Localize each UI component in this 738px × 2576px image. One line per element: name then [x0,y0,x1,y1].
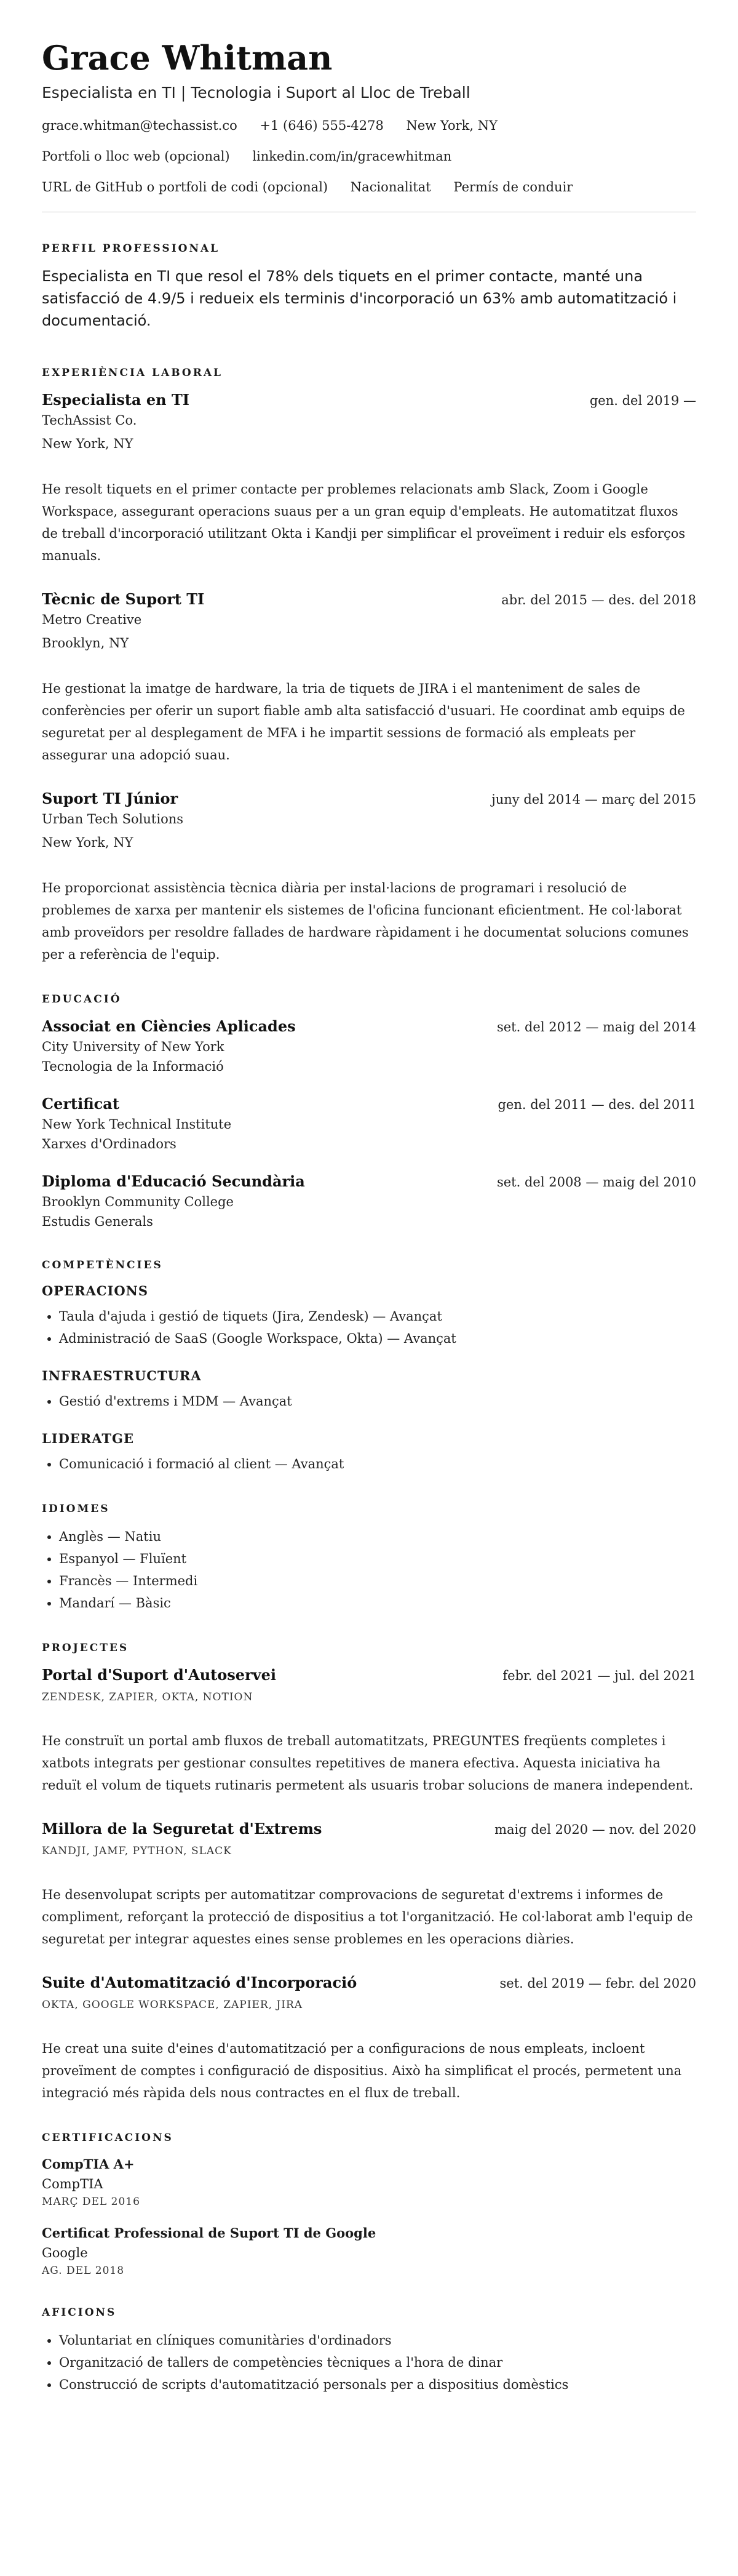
skill-item: • Taula d'ajuda i gestió de tiquets (Jira, Zendesk) — Avançat [59,1305,696,1327]
contact-github[interactable]: URL de GitHub o portfoli de codi (opcional) [42,180,328,194]
contact-location: New York, NY [406,118,498,133]
job-title: Especialista en TI [42,391,190,409]
project-entry-header [42,1818,696,1839]
project-dates: febr. del 2021 — jul. del 2021 [502,1668,696,1683]
certification-entry [42,2223,696,2279]
language-item: • Espanyol — Fluïent [59,1548,696,1570]
education-entry [42,1171,696,1231]
summary-text: Especialista en TI que resol el 78% dels tiquets en el primer contacte, manté una satisfacció de 4.9/5 i redueix els terminis d'incorporació un 63% amb automatització i documentació. [42,268,677,329]
hobbies-section [42,2306,696,2396]
field-of-study: Estudis Generals [42,1214,153,1229]
candidate-headline: Especialista en TI | Tecnologia i Suport al Lloc de Treball [42,84,470,102]
project-entry [42,1972,696,2104]
project-name: Suite d'Automatització d'Incorporació [42,1974,357,1991]
contact-phone[interactable]: +1 (646) 555-4278 [260,118,384,133]
job-location: Brooklyn, NY [42,636,129,650]
project-description: He construït un portal amb fluxos de treball automatitzats, PREGUNTES freqüents completes i xatbots integrats per gestionar consultes repetitives de manera efectiva. Aquesta iniciativa ha reduït el volum de tiquets rutinaris permetent als usuaris trobar solucions de manera independent. [42,1734,694,1793]
education-section [42,993,696,1231]
skill-list [42,1305,696,1350]
project-name: Portal d'Suport d'Autoservei [42,1666,276,1684]
certification-issuer: CompTIA [42,2177,103,2191]
contact-row-3 [42,178,696,196]
school-name: New York Technical Institute [42,1117,232,1132]
education-entry-header [42,1016,696,1037]
hobby-item: • Voluntariat en clíniques comunitàries d'ordinadors [59,2329,696,2351]
project-dates: set. del 2019 — febr. del 2020 [499,1976,696,1991]
certification-name: CompTIA A+ [42,2156,135,2172]
certifications-section [42,2131,696,2279]
hobby-item: • Organització de tallers de competències tècniques a l'hora de dinar [59,2351,696,2374]
project-tech: ZENDESK, ZAPIER, OKTA, NOTION [42,1691,253,1703]
project-tech: OKTA, GOOGLE WORKSPACE, ZAPIER, JIRA [42,1999,303,2011]
project-description: He desenvolupat scripts per automatitzar comprovacions de seguretat d'extrems i informes de compliment, reforçant la protecció de dispositius a tot l'organització. He col·laborat amb l'equip de seguretat per integrar aquestes eines sense problemes en les operacions diàries. [42,1887,693,1946]
project-dates: maig del 2020 — nov. del 2020 [494,1822,696,1837]
education-section-title: EDUCACIÓ [42,993,122,1006]
education-entry [42,1094,696,1154]
skill-item: • Administració de SaaS (Google Workspace, Okta) — Avançat [59,1327,696,1350]
certification-date: AG. DEL 2018 [42,2265,125,2277]
job-description: He gestionat la imatge de hardware, la tria de tiquets de JIRA i el manteniment de sales de conferències per oferir un suport fiable amb alta satisfacció d'usuari. He coordinat amb equips de seguretat per al desplegament de MFA i he impartit sessions de formació als empleats per assegurar una adopció suau. [42,681,685,762]
project-description: He creat una suite d'eines d'automatització per a configuracions de nous empleats, incloent proveïment de comptes i configuració de dispositius. Això ha simplificat el procés, permetent una integració més ràpida dels nous contractes en el flux de treball. [42,2041,682,2100]
education-dates: set. del 2012 — maig del 2014 [496,1020,696,1034]
project-entry [42,1818,696,1950]
language-item: • Anglès — Natiu [59,1526,696,1548]
job-company: TechAssist Co. [42,413,137,428]
education-dates: set. del 2008 — maig del 2010 [496,1175,696,1190]
skills-section-title: COMPETÈNCIES [42,1259,163,1271]
project-entry-header [42,1665,696,1686]
skill-list [42,1453,696,1475]
languages-section [42,1502,696,1614]
skill-item: • Comunicació i formació al client — Avançat [59,1453,696,1475]
experience-entry [42,788,696,966]
certification-entry [42,2154,696,2210]
experience-section-title: EXPERIÈNCIA LABORAL [42,367,223,379]
languages-section-title: IDIOMES [42,1503,110,1515]
experience-entry-header [42,788,696,809]
project-entry [42,1665,696,1796]
candidate-name: Grace Whitman [42,38,333,78]
contact-row-2 [42,148,696,165]
experience-entry-header [42,390,696,410]
contact-portfolio[interactable]: Portfoli o lloc web (opcional) [42,149,230,164]
language-item: • Mandarí — Bàsic [59,1592,696,1614]
experience-entry [42,589,696,766]
contact-email[interactable]: grace.whitman@techassist.co [42,118,237,133]
field-of-study: Xarxes d'Ordinadors [42,1137,177,1151]
certification-date: MARÇ DEL 2016 [42,2196,140,2208]
job-description: He proporcionat assistència tècnica diària per instal·lacions de programari i resolució de problemes de xarxa per mantenir els sistemes de l'oficina funcionant eficientment. He col·laborat amb proveïdors per resoldre fallades de hardware ràpidament i he documentat solucions comunes per a referència de l'equip. [42,881,689,962]
skill-list [42,1390,696,1412]
degree-title: Associat en Ciències Aplicades [42,1017,296,1035]
certifications-section-title: CERTIFICACIONS [42,2132,173,2144]
job-company: Urban Tech Solutions [42,812,184,826]
job-company: Metro Creative [42,612,142,627]
job-location: New York, NY [42,835,133,850]
job-location: New York, NY [42,436,133,451]
skill-category: LIDERATGE [42,1431,134,1446]
hobby-item: • Construcció de scripts d'automatització personals per a dispositius domèstics [59,2374,696,2396]
degree-title: Diploma d'Educació Secundària [42,1172,305,1190]
degree-title: Certificat [42,1095,119,1113]
education-entry [42,1016,696,1076]
summary-section-title: PERFIL PROFESSIONAL [42,242,220,255]
language-list [42,1526,696,1614]
project-tech: KANDJI, JAMF, PYTHON, SLACK [42,1845,232,1857]
experience-section [42,366,696,966]
contact-license: Permís de conduir [453,180,573,194]
experience-entry [42,390,696,567]
project-name: Millora de la Seguretat d'Extrems [42,1820,322,1838]
contact-nationality: Nacionalitat [350,180,431,194]
contact-linkedin[interactable]: linkedin.com/in/gracewhitman [252,149,452,164]
contact-row-1 [42,117,696,134]
skill-item: • Gestió d'extrems i MDM — Avançat [59,1390,696,1412]
job-title: Tècnic de Suport TI [42,590,205,608]
school-name: Brooklyn Community College [42,1194,234,1209]
education-entry-header [42,1094,696,1114]
job-dates: abr. del 2015 — des. del 2018 [501,593,696,607]
job-title: Suport TI Júnior [42,790,178,807]
project-entry-header [42,1972,696,1993]
hobbies-section-title: AFICIONS [42,2306,117,2319]
language-item: • Francès — Intermedi [59,1570,696,1592]
education-entry-header [42,1171,696,1192]
school-name: City University of New York [42,1039,224,1054]
experience-entry-header [42,589,696,610]
education-dates: gen. del 2011 — des. del 2011 [498,1097,696,1112]
skills-section [42,1258,696,1475]
certification-issuer: Google [42,2246,88,2260]
job-dates: gen. del 2019 — [589,393,696,408]
skill-category: OPERACIONS [42,1283,149,1298]
certification-name: Certificat Professional de Suport TI de Google [42,2225,376,2241]
projects-section-title: PROJECTES [42,1642,129,1654]
field-of-study: Tecnologia de la Informació [42,1059,224,1074]
job-description: He resolt tiquets en el primer contacte per problemes relacionats amb Slack, Zoom i Google Workspace, assegurant operacions suaus per a un gran equip d'empleats. He automatitzat fluxos de treball d'incorporació utilitzant Okta i Kandji per simplificar el proveïment i reduir els esforços manuals. [42,482,686,563]
projects-section [42,1641,696,2104]
job-dates: juny del 2014 — març del 2015 [491,792,696,807]
skill-category: INFRAESTRUCTURA [42,1368,202,1383]
hobby-list [42,2329,696,2396]
